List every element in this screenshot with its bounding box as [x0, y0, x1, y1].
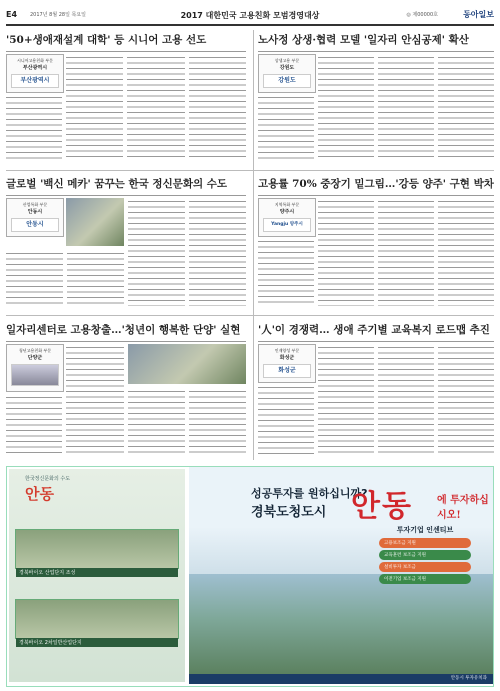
- advertisement-andong: [6, 466, 494, 687]
- award-category: 상생고용 부문: [274, 58, 300, 63]
- award-card: [258, 198, 316, 237]
- article-body: [318, 344, 494, 456]
- issue-mark: ◎ 제00000호: [406, 12, 438, 18]
- ad-incentive-item: 이전기업 보조금 지원: [379, 574, 471, 584]
- headline: '人'이 경쟁력… 생애 주기별 교육복지 로드맵 추진: [258, 322, 494, 342]
- section-title: 2017 대한민국 고용친화 모범경영대상: [180, 11, 320, 20]
- article-body: [6, 250, 124, 306]
- article-body: [318, 54, 494, 160]
- headline: 일자리센터로 고용창출…'청년이 행복한 단양' 실현: [6, 322, 246, 342]
- award-card: [258, 344, 316, 383]
- issue-date: 2017년 8월 28일 목요일: [30, 12, 87, 18]
- ad-left-panel: [9, 469, 185, 682]
- page-number: E4: [6, 10, 18, 19]
- article-body: [66, 54, 246, 160]
- award-winner: 단양군: [27, 355, 43, 361]
- article-danyang: [6, 322, 246, 460]
- winner-logo: 화성군: [263, 364, 311, 378]
- headline: 글로벌 '백신 메카' 꿈꾸는 한국 정신문화의 수도: [6, 176, 246, 196]
- article-andong: [6, 176, 246, 310]
- award-category: 산업특화 부문: [22, 202, 48, 207]
- winner-logo: 안동시: [11, 218, 59, 232]
- page-header: [6, 6, 494, 26]
- ad-footer: 안동시 투자유치과: [189, 674, 493, 684]
- article-body: [128, 198, 246, 306]
- ad-photo-industrial-site: [15, 599, 179, 646]
- article-gangwon: [258, 32, 494, 166]
- article-body: [6, 394, 62, 456]
- newspaper-logo: 동아일보: [463, 9, 494, 19]
- ad-photo-caption: 경북바이오 2차일반산업단지: [16, 638, 178, 647]
- award-winner: 양주시: [279, 209, 295, 215]
- ad-city-photo: [189, 574, 493, 684]
- ad-incentive-item: 설비투자 보조금: [379, 562, 471, 572]
- article-yangju: [258, 176, 494, 310]
- ad-left-brand: 안동: [25, 485, 54, 503]
- ad-right-panel: [189, 467, 493, 684]
- award-category: 청년고용친화 부문: [18, 348, 52, 353]
- winner-logo: 강원도: [263, 74, 311, 88]
- article-body: [66, 344, 124, 456]
- row-divider: [6, 170, 494, 171]
- award-category: 시니어고용친화 부문: [16, 58, 54, 63]
- winner-logo: 부산광역시: [11, 74, 59, 88]
- ad-photo-bio-complex: [15, 529, 179, 576]
- winner-logo: Yangju 양주시: [263, 218, 311, 232]
- column-divider: [253, 30, 254, 460]
- ad-andong-wordmark: 안동: [351, 489, 413, 524]
- award-category: 지역특화 부문: [274, 202, 300, 207]
- ad-invest-call: 에 투자하십시오!: [437, 495, 489, 521]
- article-busan: [6, 32, 246, 166]
- ad-incentives-title: 투자기업 인센티브: [396, 526, 454, 534]
- article-photo: [66, 198, 124, 246]
- ad-photo-caption: 경북바이오 산업단지 조성: [16, 568, 178, 577]
- award-card: [6, 54, 64, 93]
- article-hwaseong: [258, 322, 494, 460]
- article-body: [258, 384, 314, 456]
- ad-incentive-item: 교육훈련 보조금 지원: [379, 550, 471, 560]
- award-card: [258, 54, 316, 93]
- headline: '50+생애재설계 대학' 등 시니어 고용 선도: [6, 32, 246, 52]
- award-winner: 안동시: [27, 209, 43, 215]
- headline: 고용률 70% 중장기 밑그림…'강등 양주' 구현 박차: [258, 176, 494, 196]
- row-divider: [6, 315, 494, 316]
- ad-incentives: [379, 525, 471, 586]
- ad-incentive-item: 고용보조금 지원: [379, 538, 471, 548]
- winner-portrait: [11, 364, 59, 386]
- ad-subhead: 경북도청도시: [251, 505, 327, 520]
- article-body: [6, 94, 62, 160]
- ad-question: 성공투자를 원하십니까?: [251, 487, 368, 500]
- award-winner: 화성군: [279, 355, 295, 361]
- article-body: [258, 94, 314, 160]
- award-winner: 강원도: [279, 65, 295, 71]
- article-body: [318, 198, 494, 306]
- award-card: [6, 198, 64, 237]
- article-body: [128, 388, 246, 456]
- article-photo: [128, 344, 246, 384]
- headline: 노사정 상생·협력 모델 '일자리 안심공제' 확산: [258, 32, 494, 52]
- award-card: [6, 344, 64, 392]
- award-category: 인재양성 부문: [274, 348, 300, 353]
- award-winner: 부산광역시: [22, 65, 48, 71]
- ad-left-tagline: 한국정신문화의 수도: [25, 476, 71, 482]
- article-body: [258, 238, 314, 306]
